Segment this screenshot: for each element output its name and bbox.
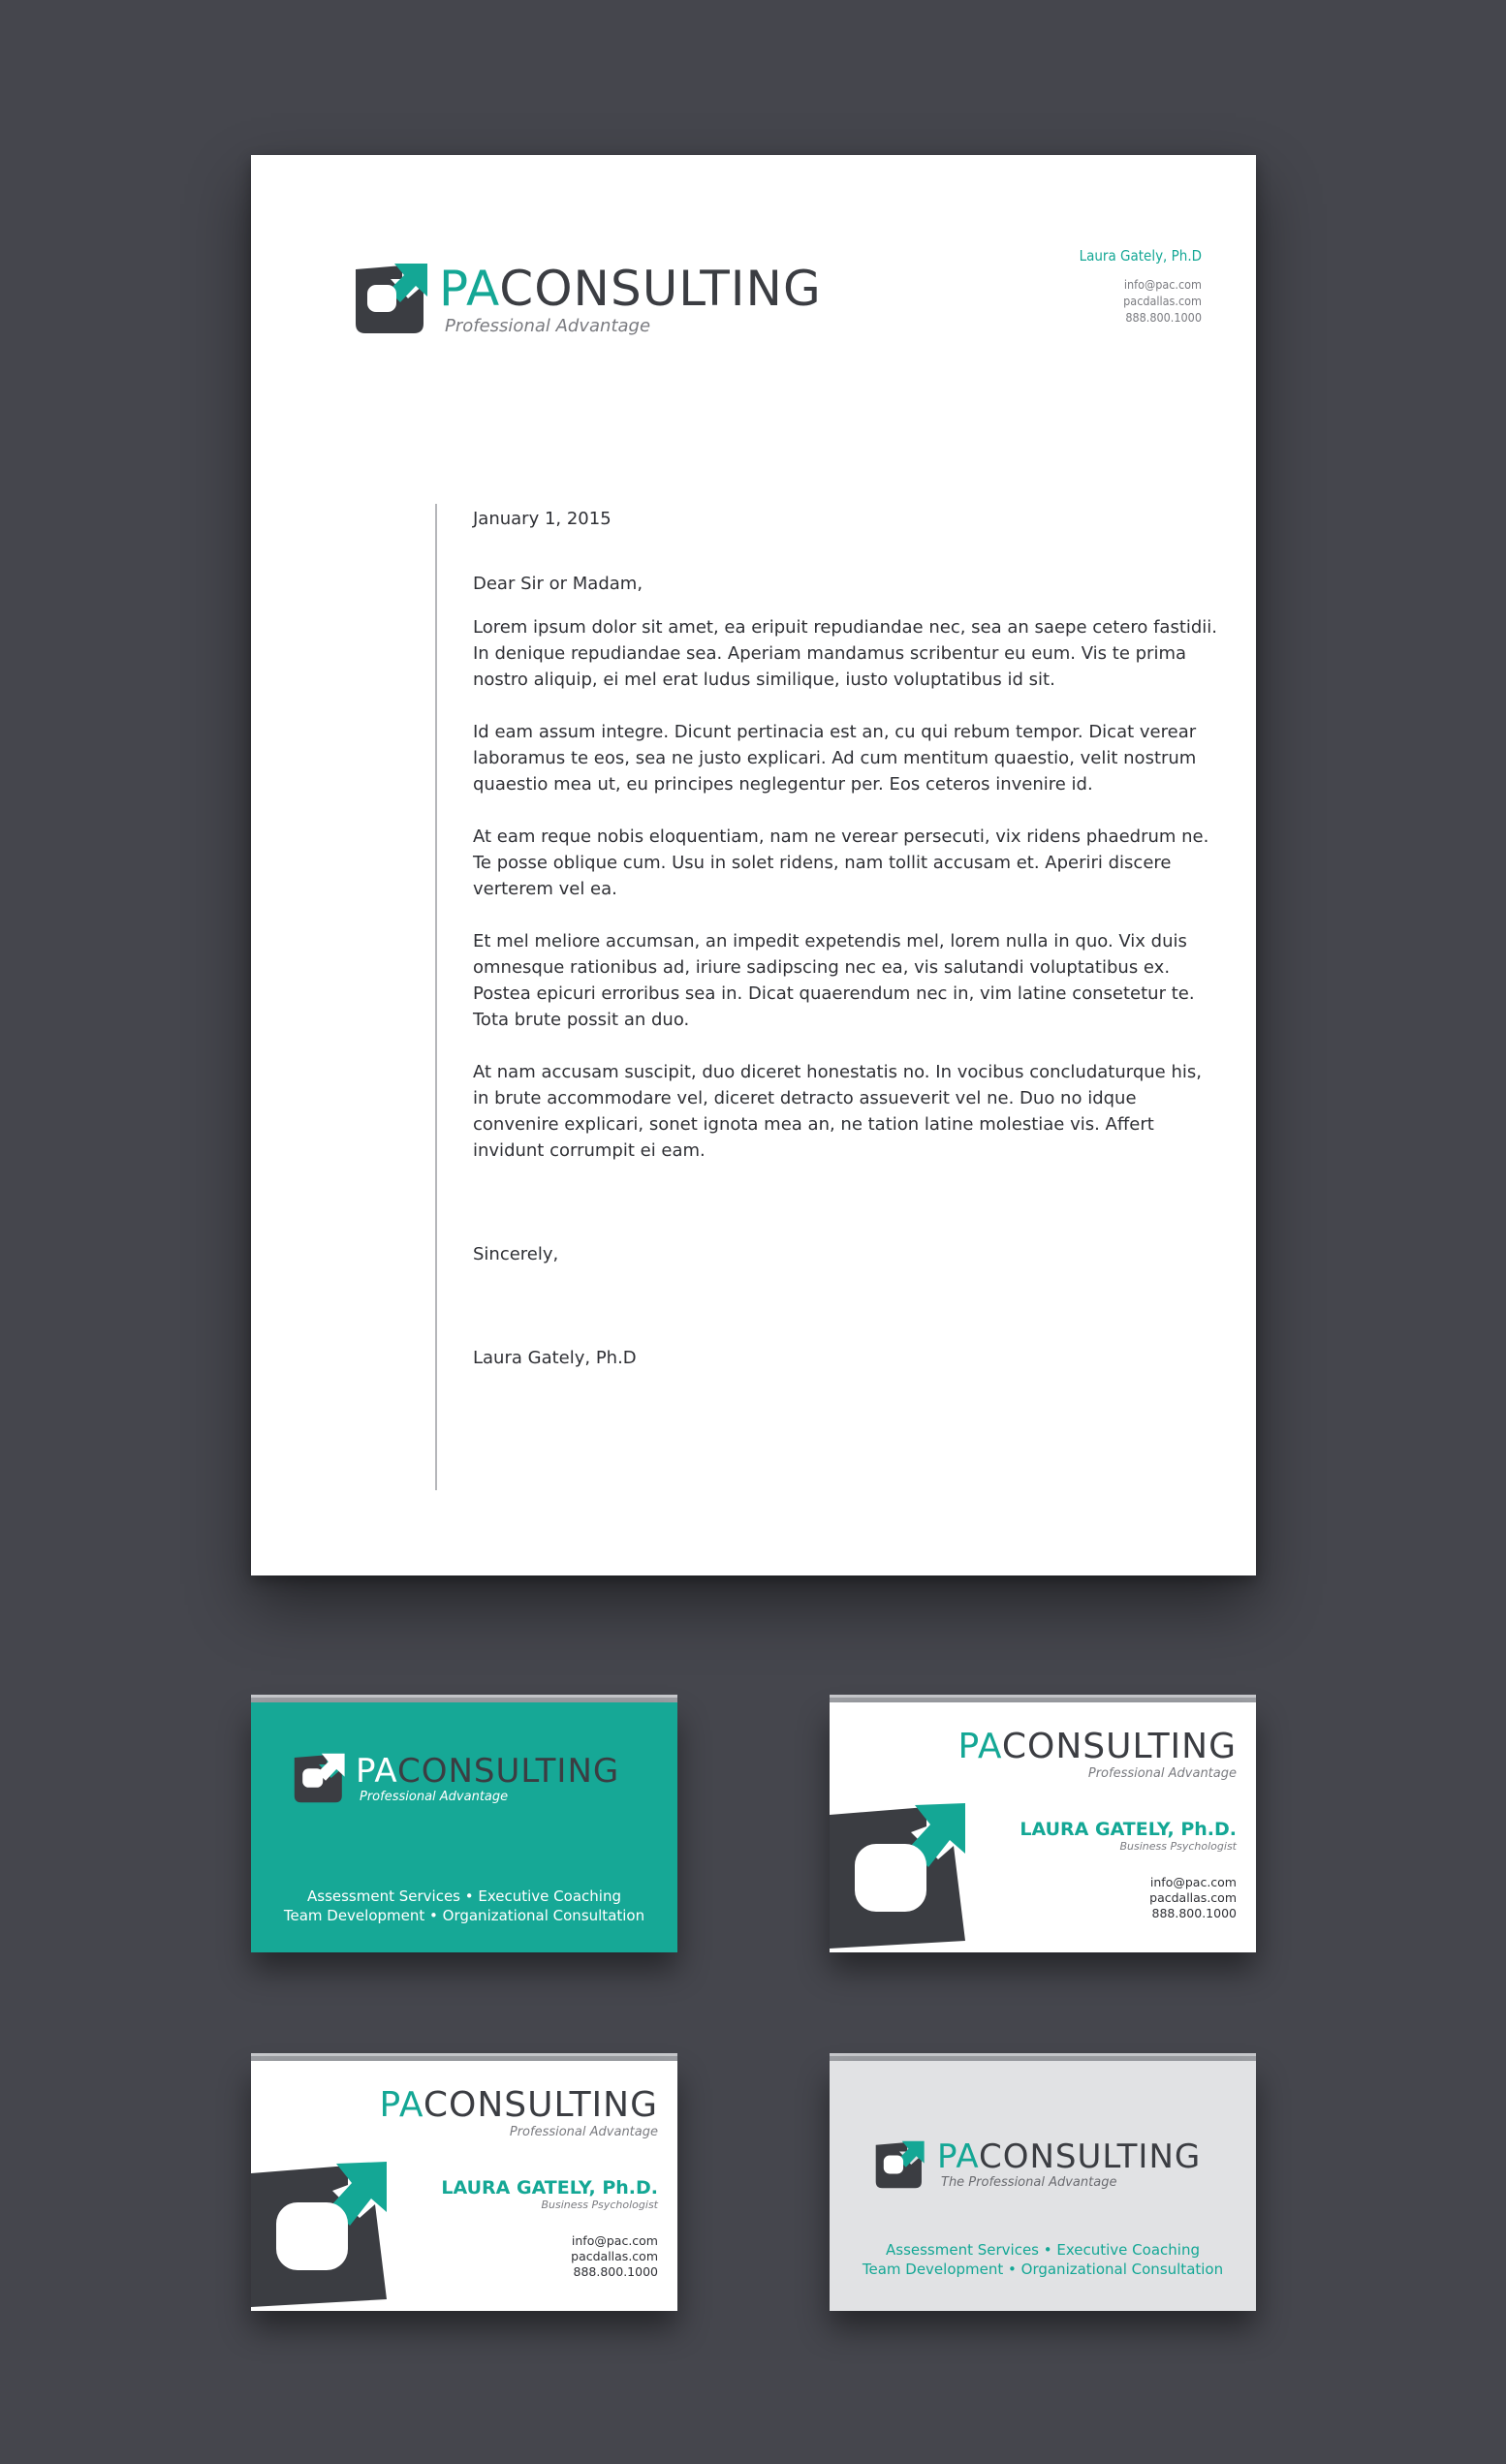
- card-phone: 888.800.1000: [1151, 1906, 1237, 1920]
- logo-pa-text: PA: [356, 1752, 397, 1791]
- logo-mark-icon: [352, 260, 429, 337]
- logo-pa-text: PA: [957, 1727, 1002, 1766]
- logo-pa-text: PA: [379, 2085, 424, 2125]
- card-logo: [292, 1751, 641, 1809]
- services-line: Team Development • Organizational Consultation: [283, 1907, 645, 1924]
- logo-mark-icon: [292, 1751, 346, 1805]
- letter-body: [473, 506, 1219, 1397]
- card-website: pacdallas.com: [571, 2249, 658, 2263]
- letter-paragraph: At nam accusam suscipit, duo diceret honestatis no. In vocibus concludaturque his, in brute accommodare vel, diceret detracto assueverit vel ne. Duo no idque convenire explicari, sonet ignota mea an, ne tation latine molestiae vis. Affert invidunt corrumpit ei eam.: [473, 1062, 1202, 1161]
- business-card-white: [251, 2061, 677, 2311]
- logo-mark-icon: [251, 2162, 406, 2307]
- logo-consulting-text: CONSULTING: [423, 2085, 658, 2125]
- card-email: info@pac.com: [1149, 1875, 1237, 1889]
- letter-date: January 1, 2015: [473, 509, 612, 529]
- card-email: info@pac.com: [571, 2233, 658, 2248]
- services-line: Assessment Services • Executive Coaching: [307, 1887, 621, 1905]
- contact-phone: 888.800.1000: [1125, 310, 1202, 325]
- card-name: LAURA GATELY, Ph.D.: [441, 2177, 658, 2199]
- contact-name: Laura Gately, Ph.D: [1079, 247, 1202, 265]
- logo-consulting-text: CONSULTING: [397, 1752, 620, 1791]
- services-list: [251, 1887, 677, 1925]
- letter-paragraph: Id eam assum integre. Dicunt pertinacia est an, cu qui rebum tempor. Dicat verear laboramus te eos, sea ne justo explicari. Ad cum mentitum quaestio, velit nostrum quaestio mea ut, eu principes neglegentur per. Eos ceteros invenire id.: [473, 722, 1197, 795]
- letterhead-logo: [352, 260, 822, 337]
- letter-paragraph: Lorem ipsum dolor sit amet, ea eripuit repudiandae nec, sea an saepe cetero fastidii. In denique repudiandae sea. Aperiam mandamus scribentur eu eum. Vis te prima nostro aliquip, ei mel erat ludus similique, iusto voluptatibus id sit.: [473, 617, 1218, 690]
- contact-website: pacdallas.com: [1123, 294, 1202, 308]
- letter-salutation: Dear Sir or Madam,: [473, 574, 643, 594]
- logo-tagline: The Professional Advantage: [941, 2175, 1117, 2190]
- card-website: pacdallas.com: [1149, 1890, 1237, 1905]
- letter-paragraph: Et mel meliore accumsan, an impedit expetendis mel, lorem nulla in quo. Vix duis omnesque rationibus ad, iriure sadipscing nec ea, vis salutandi voluptatibus ex. Postea epicuri erroribus sea in. Dicat quaerendum nec in, vim latine consetetur te. Tota brute possit an duo.: [473, 931, 1195, 1030]
- logo-consulting-text: CONSULTING: [1001, 1727, 1237, 1766]
- services-line: Assessment Services • Executive Coaching: [886, 2241, 1200, 2259]
- logo-consulting-text: CONSULTING: [499, 261, 822, 317]
- card-role: Business Psychologist: [1119, 1840, 1237, 1853]
- card-person: [441, 2177, 658, 2211]
- card-person: [1020, 1819, 1237, 1853]
- letterhead-sheet: [251, 155, 1256, 1575]
- logo-tagline: Professional Advantage: [445, 316, 651, 336]
- letter-signature: Laura Gately, Ph.D: [473, 1348, 637, 1368]
- letter-closing: Sincerely,: [473, 1244, 559, 1264]
- logo-mark-icon: [873, 2138, 926, 2191]
- logo-tagline: Professional Advantage: [360, 1790, 509, 1804]
- logo-pa-text: PA: [937, 2137, 979, 2176]
- logo-consulting-text: CONSULTING: [979, 2137, 1202, 2176]
- logo-mark-icon: [830, 1803, 985, 1949]
- card-brand: [957, 1728, 1237, 1781]
- margin-rule: [435, 504, 437, 1490]
- business-card-teal: [251, 1702, 677, 1952]
- card-logo: [873, 2138, 1241, 2197]
- contact-email: info@pac.com: [1123, 277, 1202, 292]
- card-role: Business Psychologist: [541, 2199, 658, 2211]
- letterhead-contact: [1080, 247, 1202, 326]
- business-card-white: [830, 1702, 1256, 1952]
- card-brand: [379, 2086, 658, 2139]
- services-line: Team Development • Organizational Consultation: [862, 2261, 1224, 2278]
- logo-tagline: Professional Advantage: [1087, 1766, 1237, 1781]
- card-name: LAURA GATELY, Ph.D.: [1020, 1819, 1237, 1840]
- business-card-grey: [830, 2061, 1256, 2311]
- card-contact: [1149, 1875, 1237, 1921]
- logo-pa-text: PA: [439, 261, 500, 317]
- card-contact: [571, 2233, 658, 2280]
- card-phone: 888.800.1000: [573, 2264, 658, 2279]
- services-list: [830, 2240, 1256, 2279]
- letter-paragraph: At eam reque nobis eloquentiam, nam ne verear persecuti, vix ridens phaedrum ne. Te posse oblique cum. Usu in solet ridens, nam tollit accusam et. Aperiri discere verterem vel ea.: [473, 827, 1209, 899]
- logo-tagline: Professional Advantage: [509, 2125, 658, 2139]
